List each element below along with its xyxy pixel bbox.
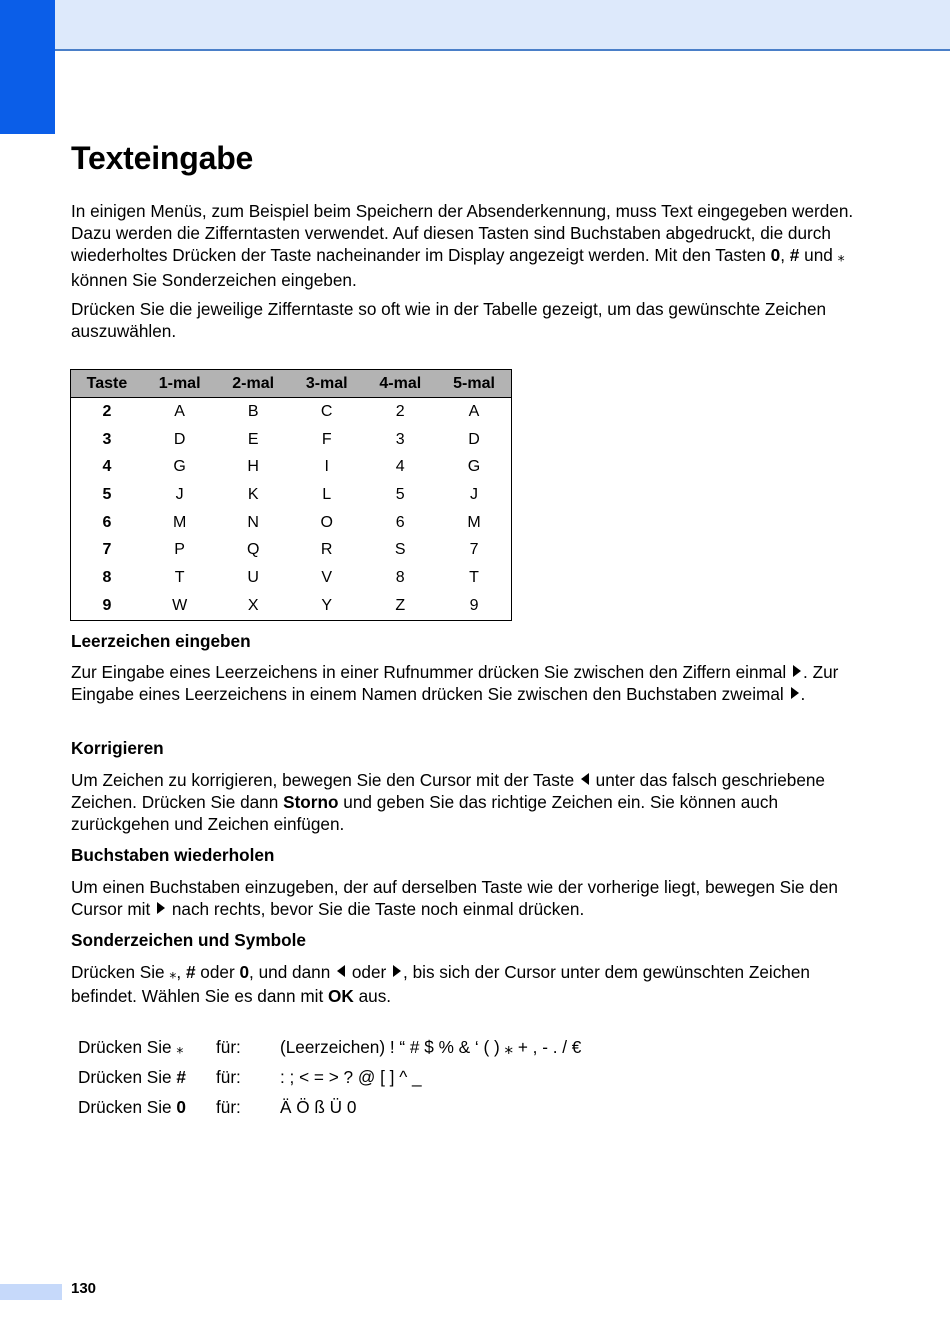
table-cell: L — [322, 485, 332, 503]
table-cell: 7 — [469, 541, 479, 559]
right-arrow-icon — [157, 902, 165, 914]
header-4-mal: 4-mal — [363, 370, 437, 398]
intro-sep: , — [780, 245, 790, 266]
table-cell: J — [470, 485, 479, 503]
table-cell: E — [247, 430, 259, 448]
buchstaben-text-a: Um einen Buchstaben einzugeben, der auf derselben Taste wie der vorherige liegt, bewegen Sie den Cursor mit — [71, 877, 838, 920]
leerzeichen-text-a: Zur Eingabe eines Leerzeichens in einer Rufnummer drücken Sie zwischen den Ziffern einmal — [71, 662, 792, 682]
key-hash: # — [789, 245, 800, 266]
right-arrow-icon — [393, 965, 401, 977]
key-hash: # — [176, 1066, 186, 1087]
header-band — [55, 0, 950, 51]
intro-paragraph — [71, 200, 871, 291]
chapter-tab — [0, 0, 55, 134]
heading-korrigieren: Korrigieren — [71, 738, 164, 758]
table-cell: K — [247, 485, 259, 503]
table-row — [71, 426, 512, 454]
table-cell: P — [174, 541, 185, 559]
table-cell: Z — [395, 596, 406, 614]
symbol-fuer: für: — [216, 1036, 241, 1057]
symbol-fuer: für: — [216, 1066, 241, 1087]
symbol-chars: Ä Ö ß Ü 0 — [280, 1096, 357, 1117]
right-arrow-icon — [793, 665, 801, 677]
table-row — [71, 398, 512, 426]
symbol-chars: : ; < = > ? @ [ ] ^ _ — [280, 1066, 422, 1087]
buchstaben-text-b: nach rechts, bevor Sie die Taste noch einmal drücken. — [167, 899, 585, 920]
sonder-oder: oder — [195, 962, 240, 982]
symbol-press-cell — [78, 1092, 216, 1122]
table-row — [71, 592, 512, 620]
table-row — [71, 536, 512, 564]
sonder-text-c: , bis sich der Cursor unter dem gewünschten Zeichen befindet. Wählen Sie es dann mit — [71, 962, 810, 1007]
star-key-icon: ⁎ — [837, 249, 845, 266]
symbol-row — [78, 1092, 581, 1122]
table-cell-key: 8 — [102, 568, 112, 586]
table-cell-key: 7 — [102, 541, 112, 559]
korrigieren-text-a: Um Zeichen zu korrigieren, bewegen Sie den Cursor mit der Taste — [71, 770, 579, 790]
intro-und: und — [799, 245, 838, 266]
key-zero: 0 — [176, 1096, 186, 1117]
table-cell-key: 5 — [102, 485, 112, 503]
symbol-row — [78, 1032, 581, 1062]
sonderzeichen-paragraph — [71, 961, 871, 1007]
korrigieren-paragraph — [71, 769, 871, 836]
star-key-icon: ⁎ — [169, 966, 177, 982]
table-cell: F — [321, 430, 332, 448]
table-cell: T — [174, 568, 185, 586]
key-table — [70, 369, 512, 621]
table-cell: C — [320, 402, 333, 420]
page-title: Texteingabe — [71, 140, 254, 176]
symbol-chars: (Leerzeichen) ! “ # $ % & ‘ ( ) ⁎ + , - . / € — [280, 1036, 582, 1057]
table-cell: 2 — [395, 402, 405, 420]
left-arrow-icon — [337, 965, 345, 977]
table-row — [71, 509, 512, 537]
heading-leerzeichen: Leerzeichen eingeben — [71, 631, 251, 651]
table-cell: 9 — [469, 596, 479, 614]
sonder-text-b: , und dann — [249, 962, 336, 982]
symbol-prefix: Drücken Sie — [78, 1096, 177, 1117]
key-table-header-row — [71, 370, 512, 398]
table-cell-key: 4 — [102, 458, 112, 476]
table-cell: D — [468, 430, 480, 448]
table-cell: 4 — [395, 458, 405, 476]
table-cell-key: 6 — [102, 513, 112, 531]
intro-text-a: In einigen Menüs, zum Beispiel beim Speichern der Absenderkennung, muss Text eingegeben werden. Dazu werden die Zifferntasten verwendet. Auf diesen Tasten sind Buchstaben abgedruckt, die durch wiederholtes Drücken der Taste nacheinander im Display angezeigt werden. Mit den Tasten — [71, 201, 854, 266]
table-cell: O — [320, 513, 333, 531]
symbol-fuer: für: — [216, 1096, 241, 1117]
table-cell: D — [173, 430, 186, 448]
table-cell: 3 — [395, 430, 405, 448]
table-cell: N — [247, 513, 259, 531]
left-arrow-icon — [581, 773, 589, 785]
symbol-press-cell — [78, 1032, 216, 1062]
table-cell-key: 3 — [102, 430, 112, 448]
header-2-mal: 2-mal — [216, 370, 290, 398]
table-cell: G — [467, 458, 481, 476]
table-row — [71, 564, 512, 592]
table-cell: G — [173, 458, 186, 476]
table-cell: 8 — [395, 568, 405, 586]
buchstaben-paragraph — [71, 876, 871, 920]
key-zero: 0 — [770, 245, 781, 266]
table-cell: Q — [246, 541, 260, 559]
header-taste: Taste — [71, 370, 143, 398]
table-cell: A — [174, 402, 185, 420]
symbol-prefix: Drücken Sie — [78, 1036, 177, 1057]
table-cell-key: 9 — [102, 596, 112, 614]
korrigieren-text-c: und geben Sie das richtige Zeichen ein. Sie können auch zurückgehen und Zeichen einfügen. — [71, 792, 779, 835]
header-1-mal: 1-mal — [143, 370, 217, 398]
sonder-text-d: aus. — [353, 986, 392, 1007]
header-3-mal: 3-mal — [290, 370, 364, 398]
table-cell: M — [467, 513, 481, 531]
ok-key: OK — [328, 986, 354, 1007]
table-cell: X — [247, 596, 259, 614]
table-cell: T — [469, 568, 479, 586]
instruction-paragraph: Drücken Sie die jeweilige Zifferntaste so oft wie in der Tabelle gezeigt, um das gewünschte Zeichen auszuwählen. — [71, 299, 827, 342]
leerzeichen-text-b: . Zur Eingabe eines Leerzeichens in einem Namen drücken Sie zwischen den Buchstaben zweimal — [71, 662, 839, 705]
table-row — [71, 453, 512, 481]
symbol-prefix: Drücken Sie — [78, 1066, 177, 1087]
symbol-row — [78, 1062, 581, 1092]
table-cell: I — [324, 458, 329, 476]
leerzeichen-paragraph — [71, 661, 871, 705]
table-cell: S — [394, 541, 406, 559]
page-number: 130 — [71, 1280, 97, 1297]
leerzeichen-text-c: . — [800, 684, 806, 705]
table-cell: J — [175, 485, 184, 503]
table-cell: M — [172, 513, 187, 531]
key-zero: 0 — [239, 962, 250, 982]
korrigieren-text-b: unter das falsch geschriebene Zeichen. Drücken Sie dann — [71, 770, 825, 813]
table-cell: 6 — [395, 513, 405, 531]
table-cell: Y — [321, 596, 333, 614]
header-5-mal: 5-mal — [437, 370, 511, 398]
table-cell: A — [468, 402, 480, 420]
right-arrow-icon — [791, 687, 799, 699]
table-cell: V — [321, 568, 333, 586]
table-cell: B — [247, 402, 259, 420]
table-cell: U — [247, 568, 259, 586]
table-row — [71, 481, 512, 509]
table-cell: H — [247, 458, 259, 476]
sonder-oder: oder — [347, 962, 392, 982]
symbol-table — [78, 1032, 581, 1122]
table-cell-key: 2 — [102, 402, 112, 420]
sonder-text-a: Drücken Sie — [71, 962, 170, 982]
sonder-sep: , — [176, 962, 186, 982]
heading-buchstaben: Buchstaben wiederholen — [71, 845, 275, 865]
table-cell: R — [320, 541, 333, 559]
symbol-press-cell — [78, 1062, 216, 1092]
intro-text-end: können Sie Sonderzeichen eingeben. — [71, 269, 357, 290]
table-cell: 5 — [395, 485, 405, 503]
page-tab — [0, 1284, 62, 1300]
star-key-icon: ⁎ — [176, 1040, 184, 1057]
key-hash: # — [185, 962, 196, 982]
table-cell: W — [172, 596, 188, 614]
storno-key: Storno — [283, 792, 339, 813]
heading-sonderzeichen: Sonderzeichen und Symbole — [71, 930, 306, 950]
